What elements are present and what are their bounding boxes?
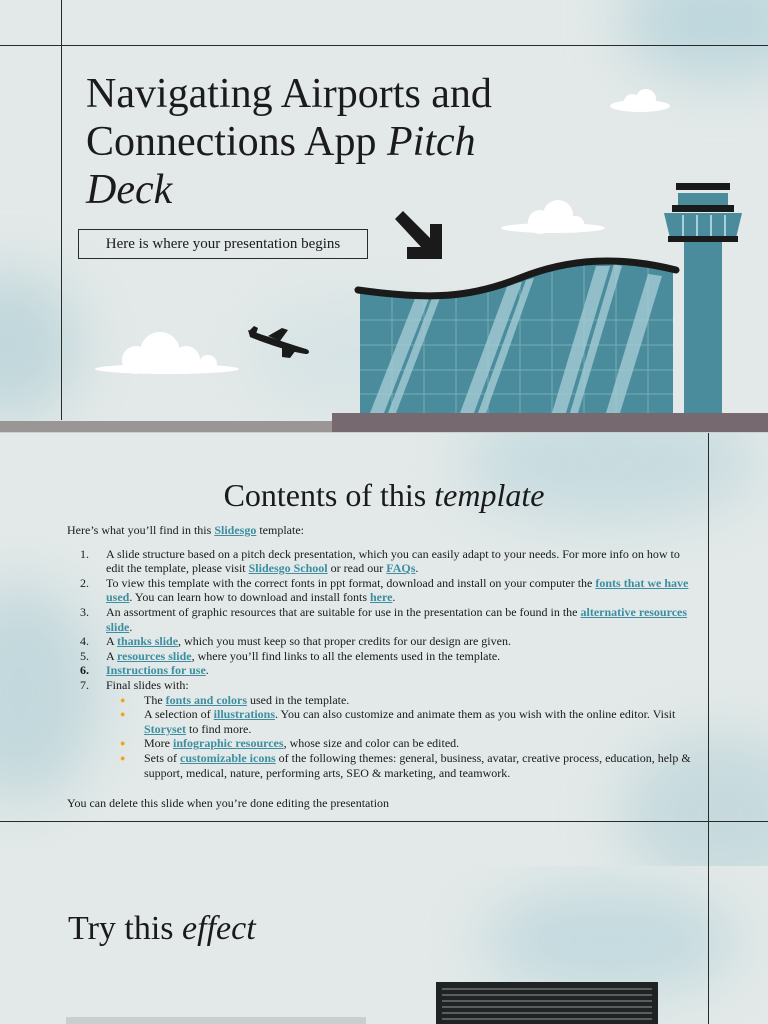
background-glow <box>480 886 740 996</box>
contents-list <box>67 547 692 781</box>
faqs-link[interactable]: FAQs <box>386 561 416 576</box>
final-slides-sublist <box>106 693 692 781</box>
alternative-resources-link[interactable]: alternative resources slide <box>106 604 688 634</box>
cloud-icon <box>95 332 239 374</box>
terminal-building <box>358 261 676 413</box>
airport-illustration <box>0 0 768 432</box>
slidesgo-link[interactable]: Slidesgo <box>214 523 257 537</box>
airplane-icon <box>248 326 309 358</box>
sub-list-item: ● More infographic resources, whose size and color can be edited. <box>106 736 692 751</box>
departure-board-image <box>436 982 658 1024</box>
contents-body <box>67 523 692 811</box>
list-item: 3. An assortment of graphic resources that are suitable for use in the presentation can be found in the alternative resources slide. <box>80 604 688 634</box>
infographic-resources-link[interactable]: infographic resources <box>173 736 284 751</box>
control-tower <box>664 183 742 413</box>
sub-list-item: ● Sets of customizable icons of the following themes: general, business, avatar, creative process, education, help & support, medical, nature, performing arts, SEO & marketing, and teamwork. <box>106 751 692 780</box>
slide-effect[interactable] <box>0 866 768 1024</box>
cut-off-text <box>66 1017 366 1024</box>
sub-list-item: ● A selection of illustrations. You can also customize and animate them as you wish with the online editor. Visit Storyset to find more. <box>106 707 692 736</box>
arrow-down-right-icon <box>392 211 442 260</box>
list-item: 7. Final slides with: ● The fonts and colors used in the template. ● A selection of illustrations. You can also customize and animate them as you wish with the online editor. Visit Storyset to find more. ● More infographic resources, whose size and color can be edited. ● Sets of customizable icons of the following themes: general, business, avatar, creative process, education, help & support, medical, nature, performing arts, SEO & marketing, and teamwork. <box>67 678 692 780</box>
list-item: 2. To view this template with the correct fonts in ppt format, download and install on your computer the fonts that we have used. You can learn how to download and install fonts here. <box>80 575 689 605</box>
footer-note: You can delete this slide when you’re done editing the presentation <box>67 796 390 811</box>
list-item: 5. A resources slide, where you’ll find links to all the elements used in the template. <box>80 648 501 663</box>
cloud-icon <box>610 89 670 112</box>
slide-title[interactable] <box>0 0 768 432</box>
board-row <box>442 1018 652 1020</box>
intro-text: Here’s what you’ll find in this Slidesgo template: <box>67 523 304 537</box>
slide-contents[interactable] <box>0 432 768 866</box>
board-row <box>442 1000 652 1002</box>
slide-title-heading: Navigating Airports and Connections App Pitch Deck <box>86 71 492 213</box>
fonts-used-link[interactable]: fonts that we have used <box>106 575 689 605</box>
thanks-slide-link[interactable]: thanks slide <box>117 634 179 649</box>
effect-title: Try this effect <box>68 910 256 947</box>
board-row <box>442 994 652 996</box>
contents-title: Contents of this template <box>223 477 545 513</box>
fonts-colors-link[interactable]: fonts and colors <box>165 692 247 707</box>
cloud-icon <box>501 200 605 234</box>
sub-list-item: ● The fonts and colors used in the template. <box>106 693 692 708</box>
board-row <box>442 988 652 990</box>
instructions-link[interactable]: Instructions for use <box>106 663 206 678</box>
subtitle-text: Here is where your presentation begins <box>105 236 341 252</box>
board-row <box>442 1006 652 1008</box>
list-item: 6. Instructions for use. <box>80 663 209 678</box>
install-fonts-here-link[interactable]: here <box>369 590 393 605</box>
list-item: 1. A slide structure based on a pitch deck presentation, which you can easily adapt to your needs. For more info on how to edit the template, please visit Slidesgo School or read our FAQs. <box>80 546 680 576</box>
resources-slide-link[interactable]: resources slide <box>117 648 192 663</box>
board-row <box>442 1012 652 1014</box>
ground-strip <box>0 421 332 432</box>
ground-platform <box>332 413 768 432</box>
list-item: 4. A thanks slide, which you must keep so that proper credits for our design are given. <box>80 634 511 649</box>
storyset-link[interactable]: Storyset <box>144 721 186 736</box>
illustrations-link[interactable]: illustrations <box>213 707 275 722</box>
slidesgo-school-link[interactable]: Slidesgo School <box>248 561 328 576</box>
customizable-icons-link[interactable]: customizable icons <box>180 750 276 765</box>
frame-line-horizontal <box>0 821 768 822</box>
frame-line-vertical <box>708 866 709 1024</box>
